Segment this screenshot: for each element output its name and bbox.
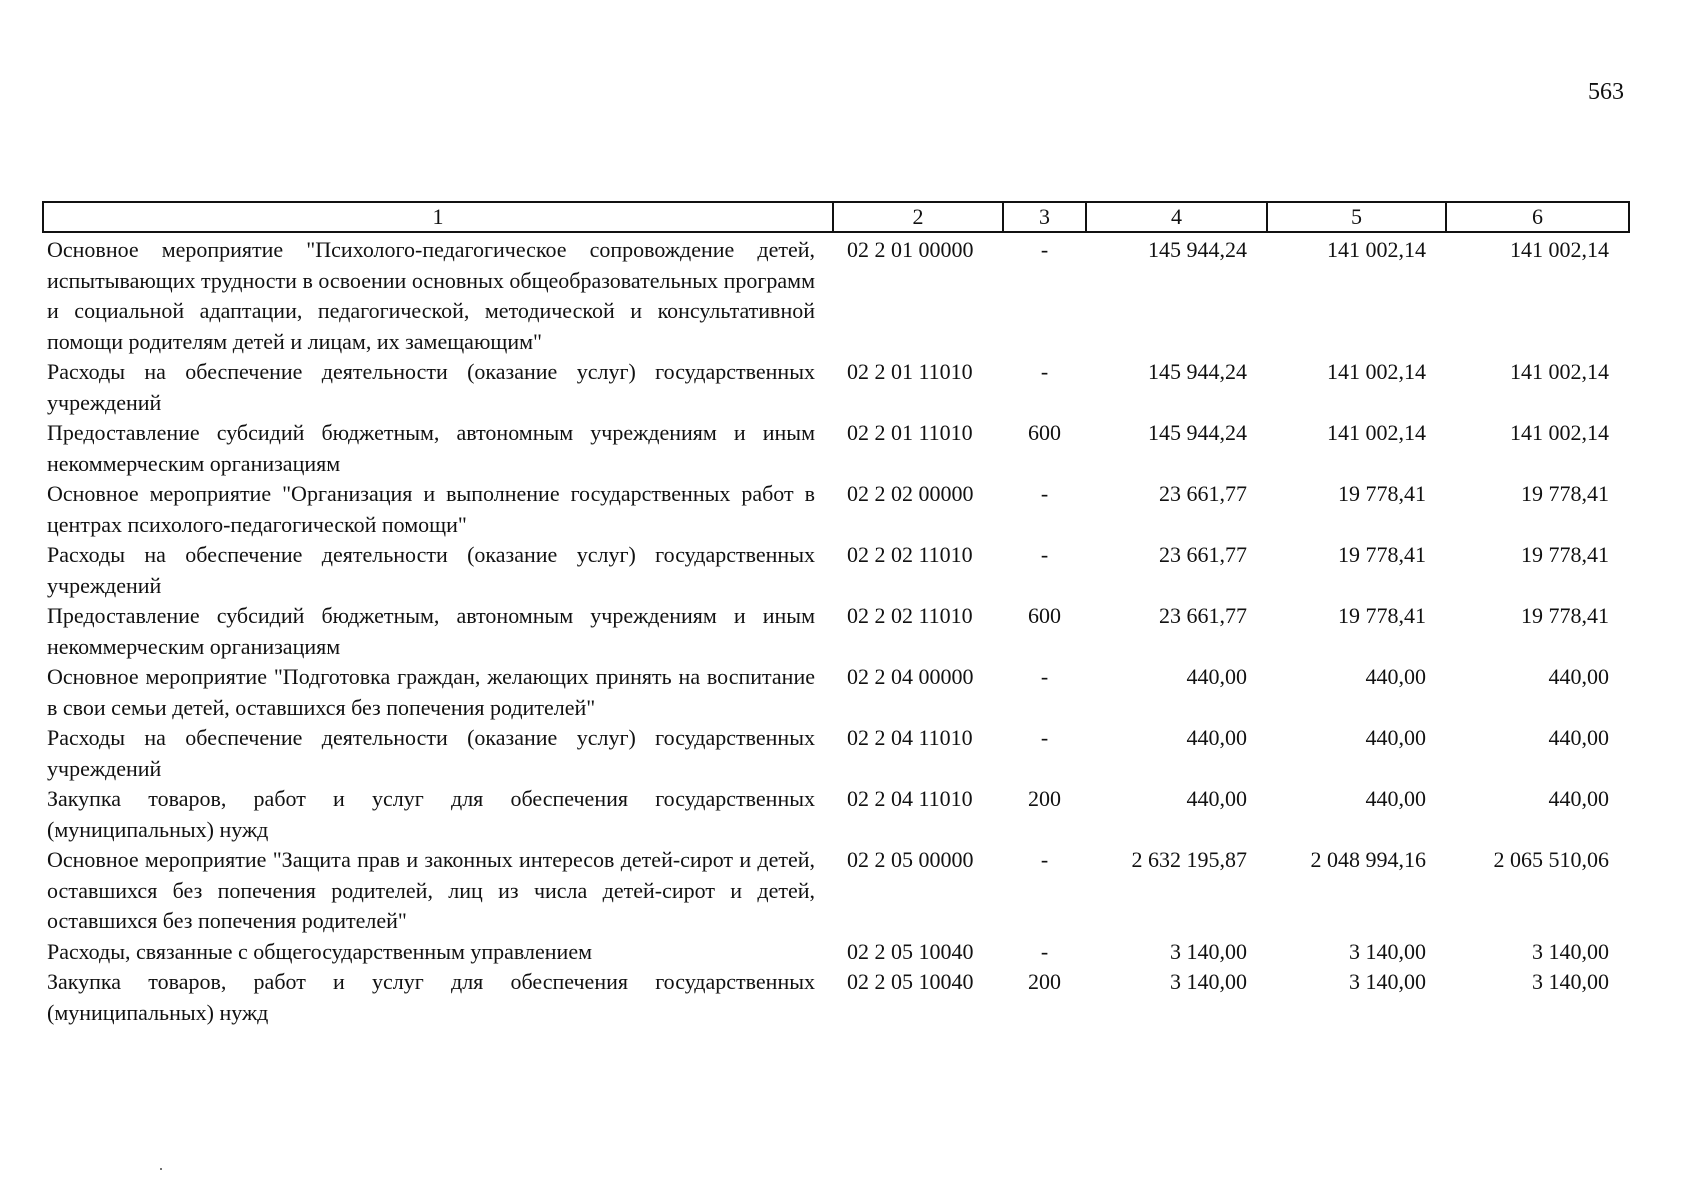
row-value-5: 141 002,14 bbox=[1327, 420, 1426, 445]
row-value-4: 440,00 bbox=[1186, 725, 1247, 750]
row-name: Расходы, связанные с общегосударственным управлением bbox=[47, 938, 593, 964]
row-expense-type: 200 bbox=[1028, 786, 1061, 811]
row-code: 02 2 04 00000 bbox=[847, 664, 974, 689]
table-row bbox=[43, 357, 1629, 418]
row-code: 02 2 02 11010 bbox=[847, 542, 973, 567]
row-code: 02 2 04 11010 bbox=[847, 725, 973, 750]
table-row bbox=[43, 723, 1629, 784]
column-header-5: 5 bbox=[1267, 202, 1446, 232]
table-row bbox=[43, 967, 1629, 1028]
row-code: 02 2 05 10040 bbox=[847, 938, 974, 964]
row-value-6: 2 065 510,06 bbox=[1493, 847, 1609, 872]
table-row bbox=[43, 418, 1629, 479]
row-name: Закупка товаров, работ и услуг для обеспечения государственных (муниципальных) нужд bbox=[47, 969, 815, 1025]
row-code: 02 2 01 11010 bbox=[847, 359, 973, 384]
page-number: 563 bbox=[1588, 79, 1624, 105]
row-expense-type: - bbox=[1040, 725, 1049, 750]
row-value-6: 19 778,41 bbox=[1521, 603, 1609, 628]
row-value-6: 3 140,00 bbox=[1532, 938, 1609, 964]
table-body bbox=[43, 232, 1629, 1028]
row-value-4: 3 140,00 bbox=[1170, 969, 1247, 994]
table-row bbox=[43, 232, 1629, 357]
row-value-5: 19 778,41 bbox=[1338, 481, 1426, 506]
row-name: Основное мероприятие "Подготовка граждан, желающих принять на воспитание в свои семьи детей, оставшихся без попечения родителей" bbox=[47, 664, 815, 720]
column-header-1: 1 bbox=[43, 202, 833, 232]
row-value-6: 141 002,14 bbox=[1510, 237, 1609, 262]
row-value-5: 141 002,14 bbox=[1327, 237, 1426, 262]
table-row bbox=[43, 479, 1629, 540]
row-value-5: 19 778,41 bbox=[1338, 542, 1426, 567]
row-name: Закупка товаров, работ и услуг для обеспечения государственных (муниципальных) нужд bbox=[47, 786, 815, 842]
row-expense-type: - bbox=[1040, 481, 1049, 506]
row-value-6: 19 778,41 bbox=[1521, 542, 1609, 567]
table-row bbox=[43, 540, 1629, 601]
row-code: 02 2 04 11010 bbox=[847, 786, 973, 811]
row-value-5: 3 140,00 bbox=[1349, 938, 1426, 964]
row-name: Предоставление субсидий бюджетным, автономным учреждениям и иным некоммерческим организациям bbox=[47, 420, 815, 476]
column-header-4: 4 bbox=[1086, 202, 1267, 232]
row-value-4: 23 661,77 bbox=[1159, 481, 1247, 506]
table-row bbox=[43, 784, 1629, 845]
row-value-4: 440,00 bbox=[1186, 664, 1247, 689]
row-expense-type: - bbox=[1040, 359, 1049, 384]
row-expense-type: - bbox=[1040, 542, 1049, 567]
row-value-4: 23 661,77 bbox=[1159, 542, 1247, 567]
table-row bbox=[43, 937, 1629, 968]
row-value-4: 440,00 bbox=[1186, 786, 1247, 811]
row-expense-type: - bbox=[1040, 237, 1049, 262]
row-value-4: 23 661,77 bbox=[1159, 603, 1247, 628]
row-value-4: 145 944,24 bbox=[1148, 359, 1247, 384]
row-value-4: 145 944,24 bbox=[1148, 420, 1247, 445]
table-row bbox=[43, 601, 1629, 662]
row-code: 02 2 01 00000 bbox=[847, 237, 974, 262]
row-name: Основное мероприятие "Психолого-педагогическое сопровождение детей, испытывающих трудности в освоении основных общеобразовательных программ и социальной адаптации, педагогической, методической и консультативной помощи родителям детей и лицам, их замещающим" bbox=[47, 237, 815, 354]
row-expense-type: - bbox=[1040, 938, 1049, 964]
row-value-6: 141 002,14 bbox=[1510, 359, 1609, 384]
row-expense-type: 600 bbox=[1028, 603, 1061, 628]
header-row bbox=[43, 202, 1629, 232]
row-value-6: 440,00 bbox=[1548, 786, 1609, 811]
table-row bbox=[43, 845, 1629, 937]
row-expense-type: - bbox=[1040, 664, 1049, 689]
row-value-4: 3 140,00 bbox=[1170, 938, 1247, 964]
row-expense-type: 600 bbox=[1028, 420, 1061, 445]
row-value-4: 145 944,24 bbox=[1148, 237, 1247, 262]
row-value-5: 19 778,41 bbox=[1338, 603, 1426, 628]
row-value-6: 440,00 bbox=[1548, 725, 1609, 750]
column-header-2: 2 bbox=[833, 202, 1003, 232]
row-value-5: 2 048 994,16 bbox=[1310, 847, 1426, 872]
row-value-6: 3 140,00 bbox=[1532, 969, 1609, 994]
row-name: Расходы на обеспечение деятельности (оказание услуг) государственных учреждений bbox=[47, 359, 815, 415]
row-code: 02 2 02 00000 bbox=[847, 481, 974, 506]
row-expense-type: - bbox=[1040, 847, 1049, 872]
column-header-3: 3 bbox=[1003, 202, 1086, 232]
row-code: 02 2 01 11010 bbox=[847, 420, 973, 445]
row-code: 02 2 05 10040 bbox=[847, 969, 974, 994]
table-row bbox=[43, 662, 1629, 723]
row-value-5: 440,00 bbox=[1365, 725, 1426, 750]
row-value-5: 440,00 bbox=[1365, 786, 1426, 811]
row-name: Предоставление субсидий бюджетным, автономным учреждениям и иным некоммерческим организациям bbox=[47, 603, 815, 659]
row-value-5: 440,00 bbox=[1365, 664, 1426, 689]
row-code: 02 2 02 11010 bbox=[847, 603, 973, 628]
row-name: Расходы на обеспечение деятельности (оказание услуг) государственных учреждений bbox=[47, 542, 815, 598]
column-header-6: 6 bbox=[1446, 202, 1629, 232]
scan-speck bbox=[160, 1168, 162, 1170]
row-name: Основное мероприятие "Защита прав и законных интересов детей-сирот и детей, оставшихся без попечения родителей, лиц из числа детей-сирот и детей, оставшихся без попечения родителей" bbox=[47, 847, 815, 933]
row-value-6: 141 002,14 bbox=[1510, 420, 1609, 445]
budget-table bbox=[42, 201, 1630, 1028]
table-header bbox=[43, 202, 1629, 232]
row-value-4: 2 632 195,87 bbox=[1131, 847, 1247, 872]
row-value-6: 440,00 bbox=[1548, 664, 1609, 689]
row-value-5: 141 002,14 bbox=[1327, 359, 1426, 384]
row-expense-type: 200 bbox=[1028, 969, 1061, 994]
row-code: 02 2 05 00000 bbox=[847, 847, 974, 872]
row-value-5: 3 140,00 bbox=[1349, 969, 1426, 994]
row-value-6: 19 778,41 bbox=[1521, 481, 1609, 506]
row-name: Расходы на обеспечение деятельности (оказание услуг) государственных учреждений bbox=[47, 725, 815, 781]
row-name: Основное мероприятие "Организация и выполнение государственных работ в центрах психолого-педагогической помощи" bbox=[47, 481, 815, 537]
